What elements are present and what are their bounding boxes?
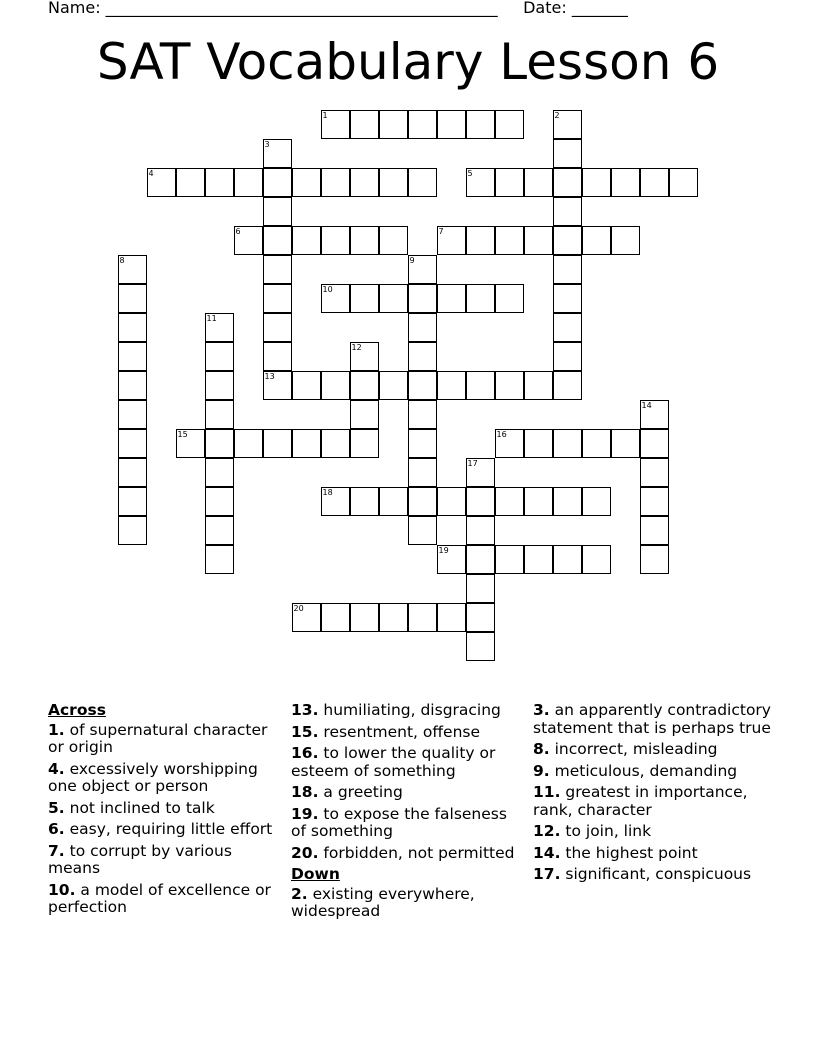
grid-cell[interactable] (379, 284, 408, 313)
grid-cell[interactable] (495, 226, 524, 255)
grid-cell[interactable] (205, 545, 234, 574)
clue-across-7: 7. to corrupt by various means (48, 841, 232, 877)
grid-cell[interactable] (524, 168, 553, 197)
grid-cell[interactable] (553, 284, 582, 313)
grid-cell[interactable] (582, 545, 611, 574)
grid-cell[interactable] (408, 516, 437, 545)
grid-cell[interactable] (408, 603, 437, 632)
grid-cell[interactable] (437, 284, 466, 313)
grid-cell[interactable] (350, 110, 379, 139)
clue-across-10: 10. a model of excellence or perfection (48, 880, 271, 916)
grid-cell[interactable] (553, 110, 582, 139)
grid-cell[interactable] (553, 429, 582, 458)
grid-cell[interactable] (495, 168, 524, 197)
grid-cell[interactable] (466, 603, 495, 632)
grid-cell[interactable] (466, 516, 495, 545)
grid-cell[interactable] (437, 603, 466, 632)
clue-down-9: 9. meticulous, demanding (533, 761, 738, 780)
grid-cell[interactable] (495, 487, 524, 516)
grid-cell[interactable] (350, 168, 379, 197)
grid-cell[interactable] (263, 255, 292, 284)
grid-cell[interactable] (408, 110, 437, 139)
grid-cell[interactable] (495, 110, 524, 139)
grid-cell[interactable] (118, 284, 147, 313)
grid-cell[interactable] (205, 458, 234, 487)
grid-cell[interactable] (408, 487, 437, 516)
grid-cell[interactable] (553, 226, 582, 255)
grid-cell[interactable] (408, 168, 437, 197)
clue-across-6: 6. easy, requiring little effort (48, 820, 273, 838)
grid-cell[interactable] (640, 429, 669, 458)
grid-cell[interactable] (350, 226, 379, 255)
clue-number: 4 (148, 169, 154, 178)
grid-cell[interactable] (350, 400, 379, 429)
grid-cell[interactable] (524, 545, 553, 574)
grid-cell[interactable] (437, 110, 466, 139)
grid-cell[interactable] (408, 371, 437, 400)
grid-cell[interactable] (321, 487, 350, 516)
grid-cell[interactable] (118, 371, 147, 400)
grid-cell[interactable] (292, 226, 321, 255)
grid-cell[interactable] (466, 284, 495, 313)
grid-cell[interactable] (466, 545, 495, 574)
grid-cell[interactable] (118, 429, 147, 458)
grid-cell[interactable] (437, 371, 466, 400)
grid-cell[interactable] (321, 603, 350, 632)
grid-cell[interactable] (640, 516, 669, 545)
grid-cell[interactable] (669, 168, 698, 197)
grid-cell[interactable] (466, 487, 495, 516)
grid-cell[interactable] (466, 632, 495, 661)
grid-cell[interactable] (495, 545, 524, 574)
grid-cell[interactable] (205, 313, 234, 342)
grid-cell[interactable] (640, 545, 669, 574)
clue-down-2: 2. existing everywhere, widespread (291, 884, 475, 920)
clue-across-20: 20. forbidden, not permitted (291, 843, 515, 862)
grid-cell[interactable] (205, 400, 234, 429)
grid-cell[interactable] (234, 226, 263, 255)
clue-number: 16 (496, 430, 507, 439)
grid-cell[interactable] (582, 226, 611, 255)
grid-cell[interactable] (553, 197, 582, 226)
grid-cell[interactable] (176, 429, 205, 458)
clue-number: 6 (235, 227, 241, 236)
grid-cell[interactable] (379, 603, 408, 632)
grid-cell[interactable] (205, 429, 234, 458)
clue-number: 3 (264, 140, 270, 149)
grid-cell[interactable] (408, 313, 437, 342)
grid-cell[interactable] (350, 487, 379, 516)
clue-down-8: 8. incorrect, misleading (533, 740, 718, 758)
grid-cell[interactable] (350, 342, 379, 371)
name-date-line: Name: _________________________________________________ Date: _______ (48, 0, 628, 17)
clue-across-5: 5. not inclined to talk (48, 798, 215, 817)
grid-cell[interactable] (118, 516, 147, 545)
page-title: SAT Vocabulary Lesson 6 (96, 33, 720, 91)
grid-cell[interactable] (263, 371, 292, 400)
grid-cell[interactable] (205, 516, 234, 545)
grid-cell[interactable] (379, 487, 408, 516)
grid-cell[interactable] (437, 487, 466, 516)
grid-cell[interactable] (321, 371, 350, 400)
grid-cell[interactable] (263, 139, 292, 168)
grid-cell[interactable] (234, 168, 263, 197)
clue-number: 7 (438, 227, 444, 236)
grid-cell[interactable] (292, 371, 321, 400)
grid-cell[interactable] (292, 168, 321, 197)
grid-cell[interactable] (582, 429, 611, 458)
grid-cell[interactable] (495, 284, 524, 313)
grid-cell[interactable] (379, 168, 408, 197)
grid-cell[interactable] (379, 110, 408, 139)
grid-cell[interactable] (176, 168, 205, 197)
clue-across-4: 4. excessively worshipping one object or person (48, 759, 258, 795)
grid-cell[interactable] (437, 226, 466, 255)
grid-cell[interactable] (553, 487, 582, 516)
grid-cell[interactable] (379, 226, 408, 255)
grid-cell[interactable] (640, 168, 669, 197)
clue-number: 8 (119, 256, 125, 265)
clue-number: 9 (409, 256, 415, 265)
clue-number: 12 (351, 343, 362, 352)
grid-cell[interactable] (292, 429, 321, 458)
clues-column-2 (291, 702, 523, 925)
grid-cell[interactable] (524, 429, 553, 458)
grid-cell[interactable] (263, 284, 292, 313)
grid-cell[interactable] (466, 574, 495, 603)
grid-cell[interactable] (118, 458, 147, 487)
grid-cell[interactable] (524, 371, 553, 400)
grid-cell[interactable] (234, 429, 263, 458)
grid-cell[interactable] (350, 429, 379, 458)
grid-cell[interactable] (466, 226, 495, 255)
clue-down-3: 3. an apparently contradictory statement that is perhaps true (533, 701, 771, 737)
clue-across-19: 19. to expose the falseness of something (291, 804, 507, 840)
clue-number: 11 (206, 314, 217, 323)
grid-cell[interactable] (321, 168, 350, 197)
clue-number: 1 (322, 111, 328, 120)
grid-cell[interactable] (640, 400, 669, 429)
grid-cell[interactable] (640, 458, 669, 487)
clue-number: 13 (264, 372, 275, 381)
grid-cell[interactable] (640, 487, 669, 516)
grid-cell[interactable] (263, 429, 292, 458)
grid-cell[interactable] (350, 284, 379, 313)
grid-cell[interactable] (466, 371, 495, 400)
clue-across-15: 15. resentment, offense (291, 722, 481, 741)
grid-cell[interactable] (408, 255, 437, 284)
grid-cell[interactable] (263, 313, 292, 342)
clue-number: 14 (641, 401, 652, 410)
grid-cell[interactable] (582, 487, 611, 516)
clue-down-17: 17. significant, conspicuous (533, 865, 752, 883)
grid-cell[interactable] (118, 487, 147, 516)
grid-cell[interactable] (205, 487, 234, 516)
grid-cell[interactable] (466, 110, 495, 139)
clue-down-11: 11. greatest in importance, rank, character (533, 783, 748, 819)
clue-number: 5 (467, 169, 473, 178)
clue-across-18: 18. a greeting (291, 783, 403, 801)
clue-number: 18 (322, 488, 333, 497)
clue-across-16: 16. to lower the quality or esteem of something (291, 744, 496, 780)
grid-cell[interactable] (611, 429, 640, 458)
grid-cell[interactable] (118, 342, 147, 371)
grid-cell[interactable] (263, 226, 292, 255)
grid-cell[interactable] (553, 139, 582, 168)
grid-cell[interactable] (553, 342, 582, 371)
grid-cell[interactable] (437, 545, 466, 574)
clue-number: 10 (322, 285, 333, 294)
grid-cell[interactable] (321, 226, 350, 255)
clue-across-13: 13. humiliating, disgracing (291, 701, 501, 719)
across-heading: Across (48, 701, 106, 719)
grid-cell[interactable] (466, 458, 495, 487)
grid-cell[interactable] (292, 603, 321, 632)
clue-down-12: 12. to join, link (533, 822, 652, 840)
grid-cell[interactable] (321, 429, 350, 458)
clue-number: 19 (438, 546, 449, 555)
clues-column-3 (533, 702, 773, 888)
grid-cell[interactable] (553, 168, 582, 197)
grid-cell[interactable] (118, 313, 147, 342)
grid-cell[interactable] (118, 255, 147, 284)
down-heading: Down (291, 865, 340, 883)
clue-number: 2 (554, 111, 560, 120)
grid-cell[interactable] (495, 429, 524, 458)
grid-cell[interactable] (350, 603, 379, 632)
grid-cell[interactable] (408, 429, 437, 458)
grid-cell[interactable] (379, 371, 408, 400)
grid-cell[interactable] (408, 342, 437, 371)
grid-cell[interactable] (147, 168, 176, 197)
grid-cell[interactable] (524, 487, 553, 516)
grid-cell[interactable] (553, 313, 582, 342)
grid-cell[interactable] (495, 371, 524, 400)
grid-cell[interactable] (263, 342, 292, 371)
clues-column-1 (48, 702, 273, 921)
grid-cell[interactable] (553, 371, 582, 400)
grid-cell[interactable] (582, 168, 611, 197)
clue-number: 20 (293, 604, 304, 613)
grid-cell[interactable] (321, 110, 350, 139)
grid-cell[interactable] (524, 226, 553, 255)
grid-cell[interactable] (408, 400, 437, 429)
grid-cell[interactable] (263, 168, 292, 197)
grid-cell[interactable] (263, 197, 292, 226)
clue-number: 15 (177, 430, 188, 439)
grid-cell[interactable] (408, 284, 437, 313)
grid-cell[interactable] (553, 255, 582, 284)
grid-cell[interactable] (611, 226, 640, 255)
grid-cell[interactable] (408, 458, 437, 487)
clue-across-1: 1. of supernatural character or origin (48, 720, 268, 756)
grid-cell[interactable] (321, 284, 350, 313)
grid-cell[interactable] (205, 168, 234, 197)
grid-cell[interactable] (553, 545, 582, 574)
clue-down-14: 14. the highest point (533, 843, 698, 862)
grid-cell[interactable] (118, 400, 147, 429)
grid-cell[interactable] (466, 168, 495, 197)
grid-cell[interactable] (611, 168, 640, 197)
grid-cell[interactable] (205, 342, 234, 371)
clue-number: 17 (467, 459, 478, 468)
grid-cell[interactable] (350, 371, 379, 400)
grid-cell[interactable] (205, 371, 234, 400)
